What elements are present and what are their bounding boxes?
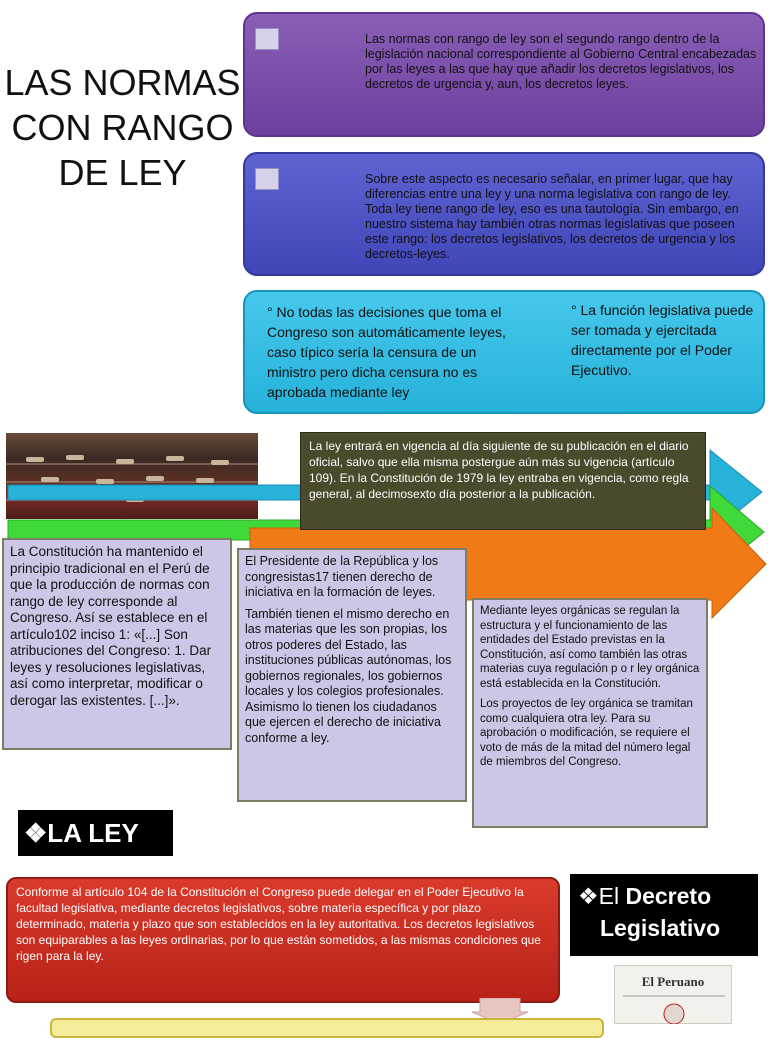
vigencia-box: La ley entrará en vigencia al día siguiente de su publicación en el diario oficial, salvo que ella misma postergue aún más su vigencia (artículo 109). En la Constitución de 1979 la ley entraba en vigencia, como regla general, al decimosexto día posterior a la publicación. (300, 432, 706, 530)
organic-paragraph-2: Los proyectos de ley orgánica se tramitan como cualquiera otra ley. Para su aprobación o modificación, se requiere el voto de más de la mitad del número legal de miembros del Congreso. (480, 698, 693, 768)
newspaper-seal-icon (615, 994, 733, 1024)
note-executive: ° La función legislativa puede ser tomada y ejercitada directamente por el Poder Ejecutivo. (571, 302, 754, 378)
organic-laws-box (472, 598, 708, 828)
note-congress: ° No todas las decisiones que toma el Congreso son automáticamente leyes, caso típico sería la censura de un ministro pero dicha censura no es aprobada mediante ley (267, 304, 506, 400)
constitution-box: La Constitución ha mantenido el principio tradicional en el Perú de que la producción de normas con rango de ley corresponde al Congreso. Así se establece en el artículo102 inciso 1: «[...] Son atribuciones del Congreso: 1. Dar leyes y resoluciones legislativas, así como interpretar, modificar o derogar las existentes. [...]». (2, 538, 232, 750)
checkbox-icon (255, 28, 279, 50)
section-heading-decreto: ❖El Decreto Legislativo (570, 874, 758, 956)
initiative-paragraph-1: El Presidente de la República y los congresistas17 tienen derecho de iniciativa en la formación de leyes. (245, 554, 439, 599)
section-heading-la-ley: ❖LA LEY (18, 810, 173, 856)
notes-box (243, 290, 765, 414)
definition-text: Las normas con rango de ley son el segundo rango dentro de la legislación nacional correspondiente al Gobierno Central encabezadas por las leyes a las que hay que añadir los decretos legislativos, los decretos de urgencia y, aun, los decretos leyes. (365, 32, 757, 91)
difference-text: Sobre este aspecto es necesario señalar, en primer lugar, que hay diferencias entre una ley y una norma legislativa con rango de ley. Toda ley tiene rango de ley, eso es una tautología. Sin embargo, en nuestro sistema hay también otras normas legislativas que poseen este rango: los decretos legislativos, los decretos de urgencia y los decretos-leyes. (365, 172, 739, 261)
page-title: LAS NORMAS CON RANGO DE LEY (4, 62, 241, 193)
initiative-box (237, 548, 467, 802)
bottom-box (50, 1018, 604, 1038)
organic-paragraph-1: Mediante leyes orgánicas se regulan la estructura y el funcionamiento de las entidades del Estado previstas en la Constitución, así como también las otras materias cuya regulación p o r ley orgánica está establecida en la Constitución. (480, 605, 700, 690)
newspaper-title: El Peruano (641, 974, 705, 989)
difference-box (243, 152, 765, 276)
checkbox-icon (255, 168, 279, 190)
definition-box (243, 12, 765, 137)
newspaper-image (614, 965, 732, 1024)
delegation-box: Conforme al artículo 104 de la Constitución el Congreso puede delegar en el Poder Ejecutivo la facultad legislativa, mediante decretos legislativos, sobre materia específica y por plazo determinado, materia y plazo que son establecidos en la ley autoritativa. Los decretos legislativos son equiparables a las leyes ordinarias, por lo que están sometidos, a las mismas condiciones que rigen para la ley. (6, 877, 560, 1003)
initiative-paragraph-2: También tienen el mismo derecho en las materias que les son propias, los otros poderes del Estado, las instituciones públicas autónomas, los gobiernos regionales, los gobiernos locales y los colegios profesionales. Asimismo lo tienen los ciudadanos que ejercen el derecho de iniciativa conforme a ley. (245, 606, 452, 745)
